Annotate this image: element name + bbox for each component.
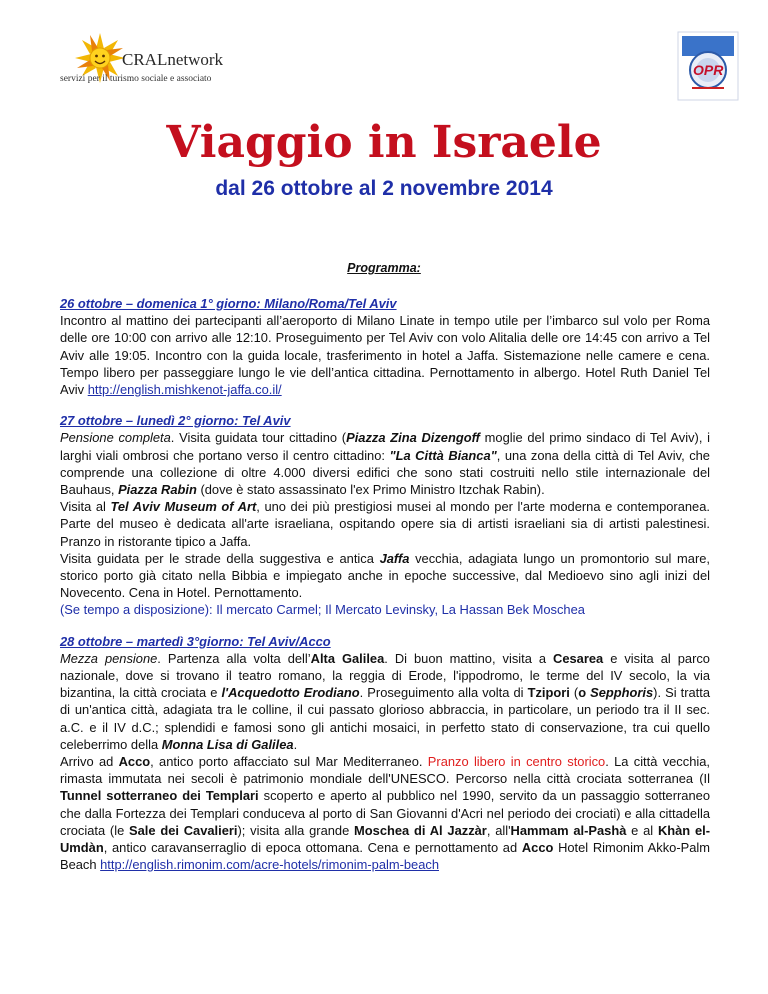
day-description: Incontro al mattino dei partecipanti all’aeroporto di Milano Linate in tempo utile per l’imbarco sul volo per Roma delle ore 10:00 con arrivo alle 12:10. Proseguimento per Tel Aviv con volo Alitalia delle ore 14:45 con arrivo a Tel Aviv alle 19:05. Incontro con la guida locale, trasferimento in hotel a Jaffa. Sistemazione nelle camere e cena. Tempo libero per passeggiare lungo le vie dell’antica cittadina. Pernottamento in albergo. Hotel Ruth Daniel Tel Aviv http://english.mishkenot-jaffa.co.il/ [60,313,710,398]
hotel-link[interactable]: http://english.mishkenot-jaffa.co.il/ [87,382,282,398]
logo-tagline: servizi per il turismo sociale e associato [60,74,212,84]
page-title: Viaggio in Israele [166,117,602,168]
day-3 [60,633,710,874]
day-heading: 28 ottobre – martedì 3°giorno: Tel Aviv/Acco [60,633,331,649]
day-paragraph: Arrivo ad Acco, antico porto affacciato sul Mar Mediterraneo. Pranzo libero in centro storico. La città vecchia, rimasta immutata nei secoli è patrimonio mondiale dell'UNESCO. Percorso nella città crociata sotterranea (Il Tunnel sotterraneo dei Templari scoperto e aperto al pubblico nel 1990, servito da un passaggio sotterraneo che dalla Fortezza dei Templari conduceva al porto di San Giovanni d'Acri nel periodo dei crociati) e alla cittadella crociata (le Sale dei Cavalieri); visita alla grande Moschea di Al Jazzàr, all'Hammam al-Pashà e al Khàn el-Umdàn, antico caravanserraglio di epoca ottomana. Cena e pernottamento ad Acco Hotel Rimonim Akko-Palm Beach http://english.rimonim.com/acre-hotels/rimonim-palm-beach [60,754,711,873]
day-heading: 27 ottobre – lunedì 2° giorno: Tel Aviv [60,413,291,429]
day-paragraph: Pensione completa. Visita guidata tour cittadino (Piazza Zina Dizengoff moglie del primo sindaco di Tel Aviv), i larghi viali ombrosi che portano verso il centro cittadino: "La Città Bianca", una zona della città di Tel Aviv, che comprende una collezione di oltre 4.000 diversi edifici che sono stati costruiti nello stile internazionale del Bauhaus, Piazza Rabin (dove è stato assassinato l'ex Primo Ministro Itzchak Rabin). [60,430,711,498]
programma-label: Programma: [347,261,421,275]
cralnetwork-logo [60,32,250,92]
itinerary [60,295,710,888]
day-heading: 26 ottobre – domenica 1° giorno: Milano/Roma/Tel Aviv [60,296,397,311]
page-subtitle: dal 26 ottobre al 2 novembre 2014 [215,177,553,200]
hotel-link[interactable]: http://english.rimonim.com/acre-hotels/rimonim-palm-beach [100,857,439,873]
opr-text: OPR [693,62,724,78]
logo-brand-name: CRALnetwork [122,50,224,69]
day-paragraph: Visita guidata per le strade della suggestiva e antica Jaffa vecchia, adagiata lungo un promontorio sul mare, storico porto già citato nella Bibbia e impiegato anche in epoche successive, dal Medioevo sino agli inizi del Novecento. Cena in Hotel. Pernottamento. [60,550,710,601]
day-paragraph: Mezza pensione. Partenza alla volta dell’Alta Galilea. Di buon mattino, visita a Cesarea e visita al parco nazionale, dove si trovano il teatro romano, la reggia di Erode, l'ippodromo, le terme del IV secolo, la via bizantina, la città crociata e l'Acquedotto Erodiano. Proseguimento alla volta di Tzipori (o Sepphoris). Si tratta di un'antica città, adagiata tra le colline, il cui passato glorioso abbraccia, in particolare, un periodo tra il II sec. a.C. e il IV d.C.; splendidi e famosi sono gli antichi mosaici, in perfetto stato di conservazione, tra cui quello celeberrimo della Monna Lisa di Galilea. [60,650,710,752]
day-2 [60,412,710,618]
opr-logo [676,30,740,102]
day-1 [60,295,710,398]
optional-visits: (Se tempo a disposizione): Il mercato Carmel; Il Mercato Levinsky, La Hassan Bek Moschea [60,602,585,618]
day-paragraph: Visita al Tel Aviv Museum of Art, uno dei più prestigiosi musei al mondo per l'arte moderna e contemporanea. Parte del museo è dedicata all'arte israeliana, ospitando opere sia di artisti israeliani sia di artisti palestinesi. Pranzo in ristorante tipico a Jaffa. [60,499,710,549]
